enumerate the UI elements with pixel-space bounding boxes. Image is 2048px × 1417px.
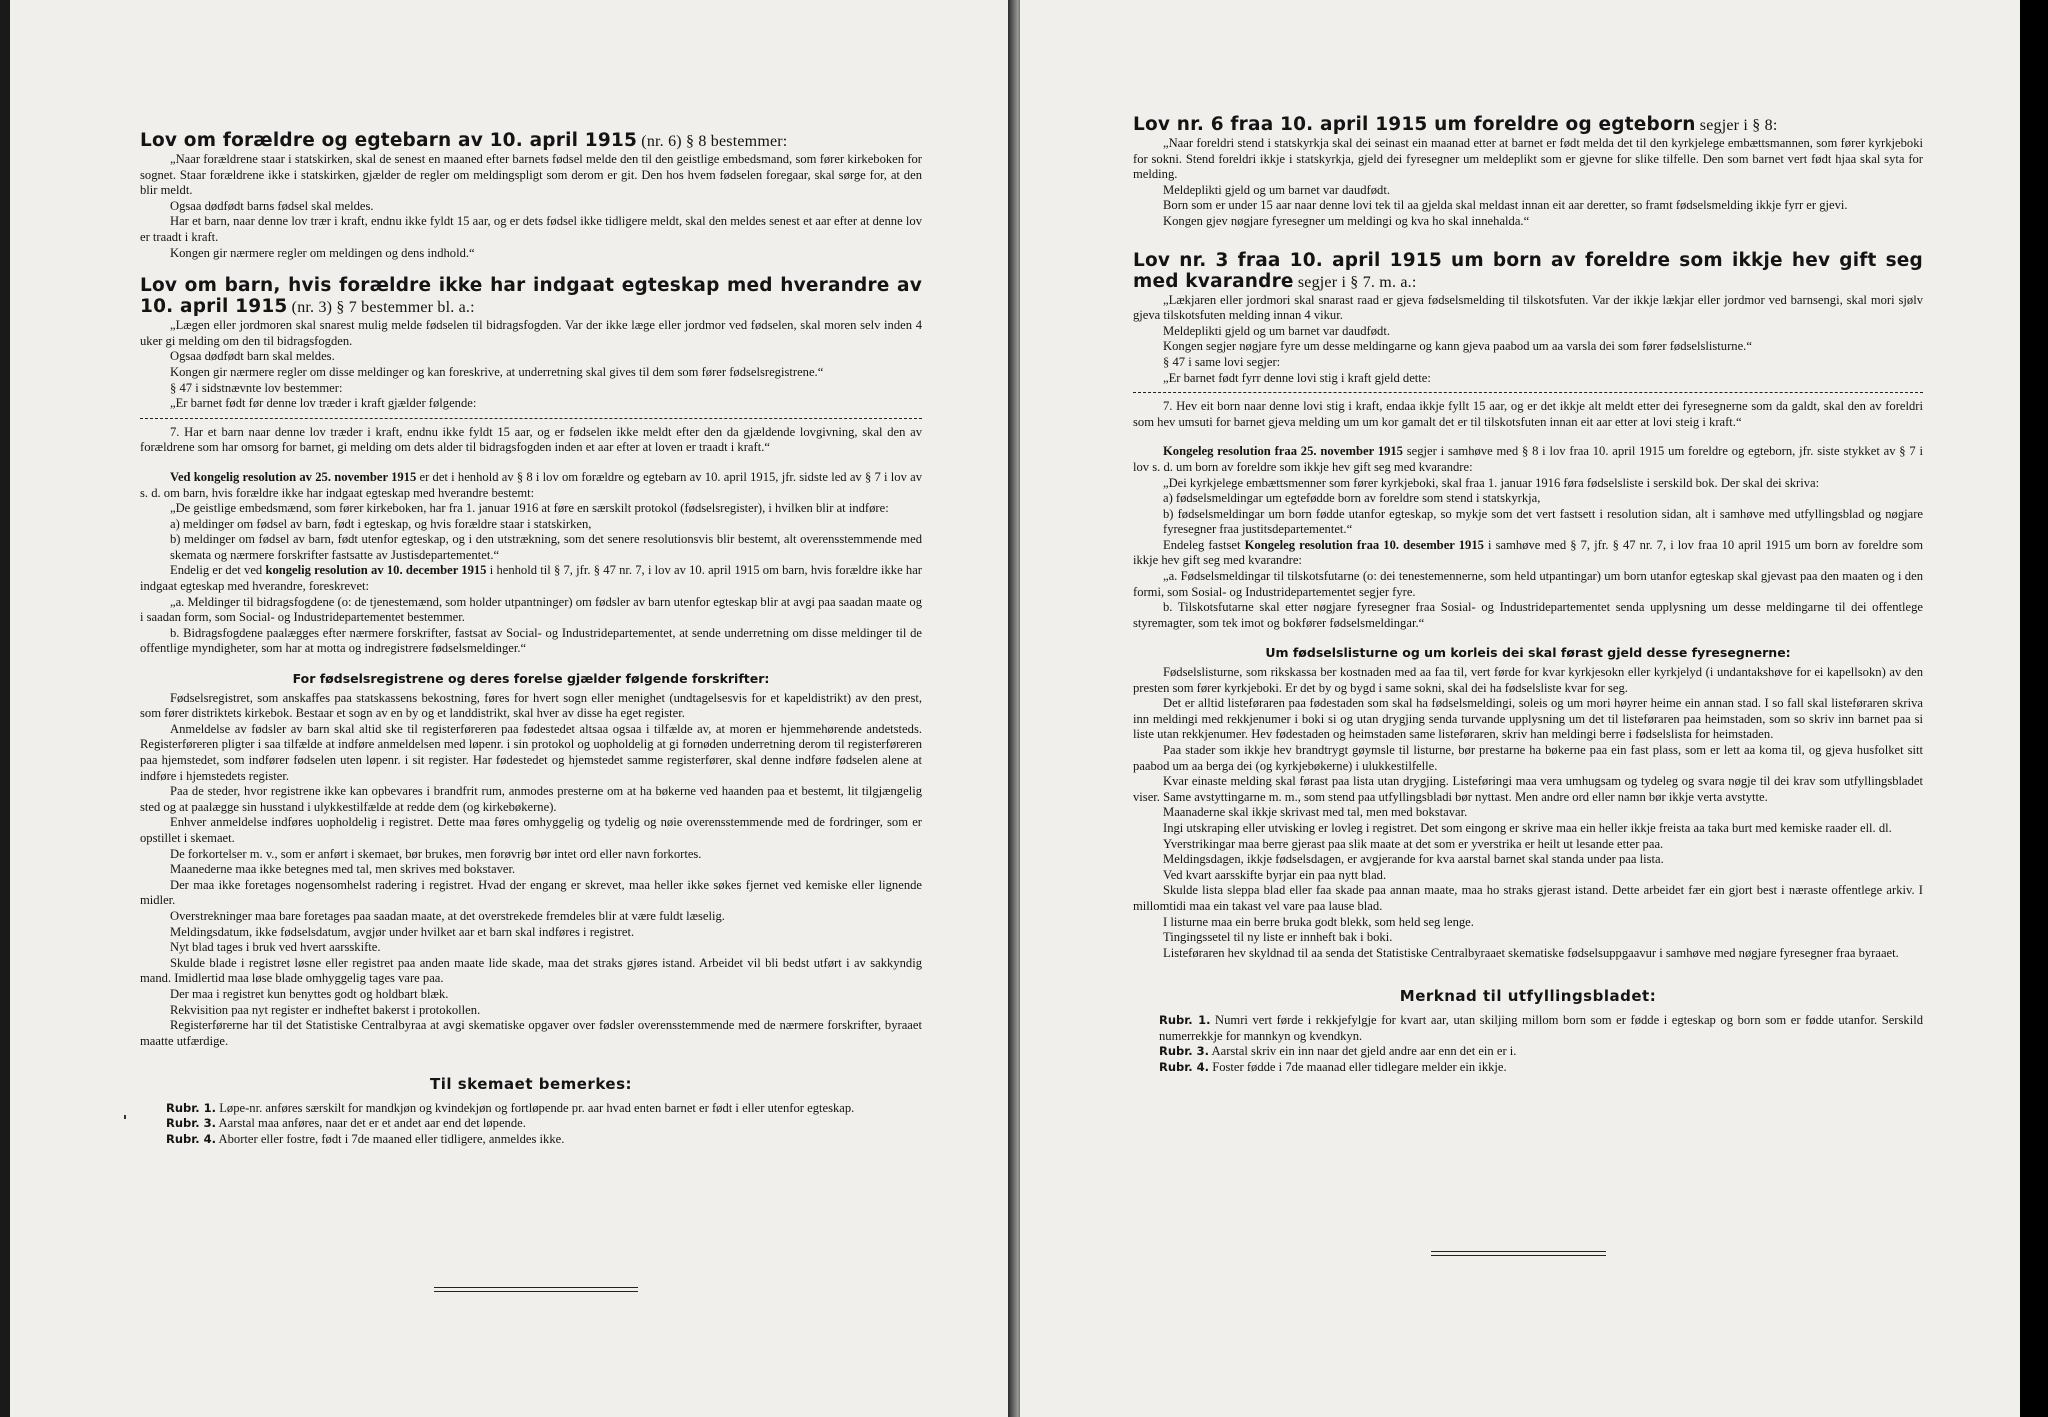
right-list-item: a) fødselsmeldingar um egtefødde born av foreldre som stend i statskyrkja, (1163, 491, 1541, 506)
right-rule: Yverstrikingar maa berre gjerast paa slik maate at det som er yverstrika er heilt ut lesande etter paa. (1163, 836, 1664, 851)
left-heading-4: Til skemaet bemerkes: (429, 1075, 632, 1094)
left-para: b. Bidragsfogdene paalægges efter nærmere forskrifter, fastsat av Social- og Industridepartementet, at sende underretning om disse meldinger til de offentlige myndigheter, som har at motta og indregistrere fødselsmeldinger.“ (140, 625, 922, 656)
left-column (140, 0, 922, 1148)
left-rule: Paa de steder, hvor registrene ikke kan opbevares i brandfrit rum, anmodes presterne om at ha bøkerne ved haanden paa et bestemt, lit tilgjængelig sted og at paalægge sin husstand i ulykkestilfælde at redde dem (og kirkebøkerne). (140, 784, 922, 814)
dash-rule (1133, 392, 1923, 393)
right-rule: Paa stader som ikkje hev brandtrygt gøymsle til listurne, bør prestarne ha bøkerne paa ein fast plass, som er lett aa koma til, og gjeva husfolket sitt paabod um aa berga dei (og kyrkjebøkerne) i ulukkestilfelle. (1133, 743, 1923, 773)
left-rule: Der maa ikke foretages nogensomhelst radering i registret. Hvad der engang er skrevet, maa heller ikke søkes fjernet ved kemiske eller lignende midler. (140, 877, 922, 908)
right-para: Kongen gjev nøgjare fyresegner um meldingi og kva ho skal innehalda.“ (1163, 213, 1530, 228)
left-closing-rule (434, 1287, 638, 1292)
right-rule: Ingi utskraping eller utvisking er lovleg i registret. Det som eingong er skrive maa ein heller ikkje freista aa taka burt med kemiske raader ell. dl. (1163, 820, 1892, 835)
right-rule: Det er alltid listeføraren paa fødestaden som skal ha fødselsmeldingi, soleis og um mori høyrer heime ein annan stad. I so fall skal listeføraren skriva inn meldingi med rekkjenumer i boki si og utan drygjing senda turvande upplysning um det til listeføraren paa heimstaden, som so skriv inn barnet paa si liste utan rekkjenumer. Hev fødestaden og heimstaden same listeføraren, skriv han meldingi berre i fødselslista for heimstaden. (1133, 696, 1923, 742)
right-para: Kongen segjer nøgjare fyre um desse meldingarne og kann gjeva paabod um aa varsla dei som fører fødselslisturne.“ (1163, 339, 1752, 354)
left-page-edge (0, 0, 10, 1417)
left-para: Kongen gir nærmere regler om disse meldinger og kan foreskrive, at underretning skal gives til dem som fører fødselsregistrene.“ (170, 364, 824, 379)
left-rule: Fødselsregistret, som anskaffes paa statskassens bekostning, føres for hvert sogn eller menighet (undtagelsesvis for et kapeldistrikt) av den prest, som fører distriktets kirkebok. Bestaar et sogn av en by og et landdistrikt, skal hver av disse ha eget register. (140, 690, 922, 721)
right-resolution-2: Endeleg fastset Kongeleg resolution fraa 10. desember 1915 i samhøve med § 7, jfr. § 47 nr. 7, i lov fraa 10 april 1915 um born av foreldre som ikkje hev gift seg med kvarandre: (1133, 537, 1924, 568)
right-rule: Tingingssetel til ny liste er innheft bak i boki. (1163, 930, 1393, 945)
left-para: Ogsaa dødfødt barns fødsel skal meldes. (170, 198, 374, 213)
left-para: „De geistlige embedsmænd, som fører kirkeboken, har fra 1. januar 1916 at føre en særskilt protokol (fødselsregister), i hvilken blir at indføre: (170, 501, 889, 516)
left-rule: Meldingsdatum, ikke fødselsdatum, avgjør under hvilket aar et barn skal indføres i registret. (170, 924, 635, 939)
left-heading-1: Lov om forældre og egtebarn av 10. april 1915 (nr. 6) § 8 bestemmer: (140, 130, 788, 151)
right-rubr-3: Rubr. 3. Aarstal skriv ein inn naar det gjeld andre aar enn det ein er i. (1159, 1044, 1517, 1059)
left-rule: Anmeldelse av fødsler av barn skal altid ske til registerføreren paa fødestedet altsaa ogsaa i tilfælde av, at moren er hjemmehørende andetsteds. Registerføreren pligter i saa tilfælde at indføre anmeldelsen med løpenr. i sin protokol og uopholdelig at gi fornøden underretning derom til registerføreren paa hjemstedet, som indfører fødselen uten løpenr. i sit register. Har fødestedet og hjemstedet samme registerfører, skal denne indføre fødselen alene at indføre i hjemstedets register. (140, 721, 922, 783)
right-para: b. Tilskotsfutarne skal etter nøgjare fyresegner fraa Sosial- og Industridepartementet senda upplysning um desse meldingarne til dei offentlege styremagter, som tek imot og bokfører fødselsmeldingar.“ (1133, 600, 1923, 630)
left-rubr-4: Rubr. 4. Aborter eller fostre, født i 7de maaned eller tidligere, anmeldes ikke. (166, 1132, 565, 1147)
right-rule: Fødselslisturne, som rikskassa ber kostnaden med aa faa til, vert førde for kvar kyrkjesokn eller kyrkjelyd (i undantakshøve for ei kapellsokn) av den presten som fører kyrkjeboki. Er det by og bygd i same sokni, skal dei ha fødselsliste kvar for seg. (1133, 665, 1923, 695)
left-rule: Maanederne maa ikke betegnes med tal, men skrives med bokstaver. (170, 862, 516, 877)
right-rubr-1: Rubr. 1. Numri vert førde i rekkjefylgje for kvart aar, utan skiljing millom born som er fødde i egteskap og born som er fødde utanfor. Serskild numerrekkje for mannkyn og kvendkyn. (1159, 1012, 1923, 1043)
right-heading-2: Lov nr. 3 fraa 10. april 1915 um born av foreldre som ikkje hev gift seg med kvarandre segjer i § 7. m. a.: (1133, 249, 1923, 292)
right-heading-1: Lov nr. 6 fraa 10. april 1915 um foreldre og egteborn segjer i § 8: (1133, 114, 1778, 135)
right-resolution-1: Kongeleg resolution fraa 25. november 1915 segjer i samhøve med § 8 i lov fraa 10. april 1915 um foreldre og egteborn, jfr. siste stykket av § 7 i lov s. d. um born av foreldre som ikkje hev gift seg med kvarandre: (1133, 444, 1924, 474)
left-page (0, 0, 1012, 1417)
right-para: „Lækjaren eller jordmori skal snarast raad er gjeva fødselsmelding til tilskotsfuten. Var der ikkje lækjar eller jordmor ved barnsengi, skal mori sjølv gjeva tilskotsfuten melding innan 4 vikur. (1133, 292, 1923, 323)
right-page-edge (2020, 0, 2048, 1417)
left-para: „Naar forældrene staar i statskirken, skal de senest en maaned efter barnets fødsel melde den til den geistlige embedsmand, som fører kirkeboken for sognet. Staar forældrene ikke i statskirken, gjælder de regler om meldingspligt som derom er git. Den hos hvem fødselen foregaar, skal sørge for, at den blir meldt. (140, 152, 922, 198)
right-para: Meldeplikti gjeld og um barnet var daudfødt. (1163, 182, 1390, 197)
left-rule: Rekvisition paa nyt register er indheftet bakerst i protokollen. (170, 1002, 481, 1017)
left-rule: Registerførerne har til det Statistiske Centralbyraa at avgi skematiske opgaver over fødsler overensstemmende med de nærmere forskrifter, byraaet maatte utfærdige. (140, 1018, 922, 1048)
right-para: „Dei kyrkjelege embættsmenner som fører kyrkjeboki, skal fraa 1. januar 1916 føra fødselsliste i serskild bok. Der skal dei skriva: (1163, 475, 1820, 490)
right-page (1020, 0, 2020, 1417)
left-rule: De forkortelser m. v., som er anført i skemaet, bør brukes, men forøvrig bør intet ord eller navn forkortes. (170, 846, 702, 861)
right-rule: Maanaderne skal ikkje skrivast med tal, men med bokstavar. (1163, 805, 1468, 820)
dash-rule (140, 418, 922, 419)
left-para: „Er barnet født før denne lov træder i kraft gjælder følgende: (170, 396, 477, 411)
left-rule: Overstrekninger maa bare foretages paa saadan maate, at det overstrekede fremdeles blir at være fuldt læselig. (170, 908, 725, 923)
left-resolution-2: Endelig er det ved kongelig resolution av 10. december 1915 i henhold til § 7, jfr. § 47 nr. 7, i lov av 10. april 1915 om barn, hvis forældre ikke har indgaat egteskap med hverandre, foreskrevet: (140, 563, 922, 594)
left-heading-3: For fødselsregistrene og deres forelse gjælder følgende forskrifter: (292, 671, 770, 687)
right-para: Meldeplikti gjeld og um barnet var daudfødt. (1163, 323, 1390, 338)
right-rule: Kvar einaste melding skal førast paa lista utan drygjing. Listeføringi maa vera umhugsam og tydeleg og svara nøgje til dei krav som utfyllingsbladet viser. Same avstyttingarne m. m., som stend paa utfyllingsbladi bør nyttast. Men andre ord eller namn bør ikkje verta avstytte. (1133, 774, 1923, 804)
left-list-item: b) meldinger om fødsel av barn, født utenfor egteskap, og i den utstrækning, som det senere resolutionsvis blir bestemt, alt overensstemmende med skemata og nærmere forskrifter fastsatte av Justisdepartementet.“ (170, 532, 922, 562)
right-heading-3: Um fødselslisturne og um korleis dei skal førast gjeld desse fyresegnerne: (1265, 645, 1791, 661)
right-rule: Meldingsdagen, ikkje fødselsdagen, er avgjerande for kva aarstal barnet skal standa under paa lista. (1163, 852, 1664, 867)
left-para: „Lægen eller jordmoren skal snarest mulig melde fødselen til bidragsfogden. Var der ikke læge eller jordmor ved fødselen, skal moren selv inden 4 uker gi melding om den til bidragsfogden. (140, 318, 922, 348)
right-heading-4: Merknad til utfyllingsbladet: (1399, 987, 1657, 1006)
left-para: Kongen gir nærmere regler om meldingen og dens indhold.“ (170, 245, 475, 260)
right-para: § 47 i same lovi segjer: (1163, 354, 1281, 369)
right-column (1133, 0, 1923, 1075)
left-rule: Enhver anmeldelse indføres uopholdelig i registret. Dette maa føres omhyggelig og tydelig og nøie overensstemmende med de fordringer, som er opstillet i skemaet. (140, 815, 922, 845)
left-para: 7. Har et barn naar denne lov træder i kraft, endnu ikke fyldt 15 aar, og er fødselen ikke meldt efter den da gjældende lovgivning, skal den av forældrene som har omsorg for barnet, gi melding om dets alder til bidragsfogden inden et aar efter at loven er traadt i kraft.“ (140, 424, 922, 455)
left-para: Ogsaa dødfødt barn skal meldes. (170, 349, 335, 364)
right-para: 7. Hev eit born naar denne lovi stig i kraft, endaa ikkje fyllt 15 aar, og er det ikkje alt meldt etter dei fyresegnerne som da galdt, skal den av foreldri som hev umsuti for barnet gjeva melding um um kor gamalt det er til tilskotsfuten innan eit aar etter at lovi steig i kraft.“ (1133, 399, 1923, 429)
right-para: „a. Fødselsmeldingar til tilskotsfutarne (o: dei tenestemennerne, som held utpantingar) um born utanfor egteskap skal gjevast paa den maaten og i den formi, som Sosial- og Industridepartementet segjer fyre. (1133, 569, 1923, 599)
left-rule: Nyt blad tages i bruk ved hvert aarsskifte. (170, 940, 381, 955)
right-closing-rule (1431, 1251, 1606, 1256)
left-para: „a. Meldinger til bidragsfogdene (o: de tjenestemænd, som holder utpantninger) om fødsler av barn utenfor egteskap blir at avgi paa saadan maate og i saadan form, som Social- og Industridepartementet bestemmer. (140, 594, 922, 625)
left-rubr-3: Rubr. 3. Aarstal maa anføres, naar det er et andet aar end det løpende. (166, 1116, 526, 1131)
left-rubr-1: Rubr. 1. Løpe-nr. anføres særskilt for mandkjøn og kvindekjøn og fortløpende pr. aar hvad enten barnet er født i eller utenfor egteskap. (166, 1100, 855, 1115)
right-rubr-4: Rubr. 4. Foster fødde i 7de maanad eller tidlegare melder ein ikkje. (1159, 1059, 1507, 1074)
left-list-item: a) meldinger om fødsel av barn, født i egteskap, og hvis forældre staar i statskirken, (170, 516, 592, 531)
right-rule: Listeføraren hev skyldnad til aa senda det Statistiske Centralbyraaet skematiske fødselsuppgaavur i samhøve med nøgjare fyresegner fraa byraaet. (1163, 945, 1899, 960)
left-para: Har et barn, naar denne lov trær i kraft, endnu ikke fyldt 15 aar, og er dets fødsel ikke tidligere meldt, skal den meldes senest et aar efter at denne lov er traadt i kraft. (140, 214, 922, 244)
right-list-item: b) fødselsmeldingar um born fødde utanfor egteskap, so mykje som det vert fastsett i resolution sidan, alt i samhøve med utfyllingsblad og nøgjare fyresegner fraa justitsdepartementet.“ (1163, 506, 1923, 537)
right-rule: Ved kvart aarsskifte byrjar ein paa nytt blad. (1163, 867, 1387, 882)
right-rule: Skulde lista sleppa blad eller faa skade paa annan maate, maa ho straks gjerast istand. Dette arbeidet fær ein gjort best i næraste offentlege arkiv. I millomtidi maa ein takast vel vare paa lause blad. (1133, 883, 1923, 913)
left-para: § 47 i sidstnævnte lov bestemmer: (170, 380, 343, 395)
left-resolution-1: Ved kongelig resolution av 25. november 1915 er det i henhold av § 8 i lov om forældre og egtebarn av 10. april 1915, jfr. sidste led av § 7 i lov av s. d. om barn, hvis forældre ikke har indgaat egteskap med hverandre bestemt: (140, 469, 922, 500)
ink-speck (124, 1115, 126, 1119)
right-para: Born som er under 15 aar naar denne lovi tek til aa gjelda skal meldast innan eit aar deretter, so framt fødselsmelding ikkje fyrr er gjevi. (1163, 198, 1848, 213)
left-rule: Der maa i registret kun benyttes godt og holdbart blæk. (170, 986, 449, 1001)
right-para: „Naar foreldri stend i statskyrkja skal dei seinast ein maanad etter at barnet er født melda det til den kyrkjelege embættsmannen, som fører kyrkjeboki for sokni. Stend foreldri ikkje i statskyrkja, gjeld dei fyresegner um meldeplikt som er gjevne for slike tilfelle. Den som barnet vert født hjaa skal syta for melding. (1133, 136, 1923, 182)
left-heading-2: Lov om barn, hvis forældre ikke har indgaat egteskap med hverandre av 10. april 1915 (nr. 3) § 7 bestemmer bl. a.: (140, 275, 922, 318)
right-para: „Er barnet født fyrr denne lovi stig i kraft gjeld dette: (1163, 370, 1431, 385)
right-rule: I listurne maa ein berre bruka godt blekk, som held seg lenge. (1163, 914, 1474, 929)
left-rule: Skulde blade i registret løsne eller registret paa anden maate lide skade, maa det straks gjøres istand. Arbeidet vil bli bedst utført i av sakkyndig mand. Imidlertid maa løse blade omhyggelig tages vare paa. (140, 955, 922, 986)
